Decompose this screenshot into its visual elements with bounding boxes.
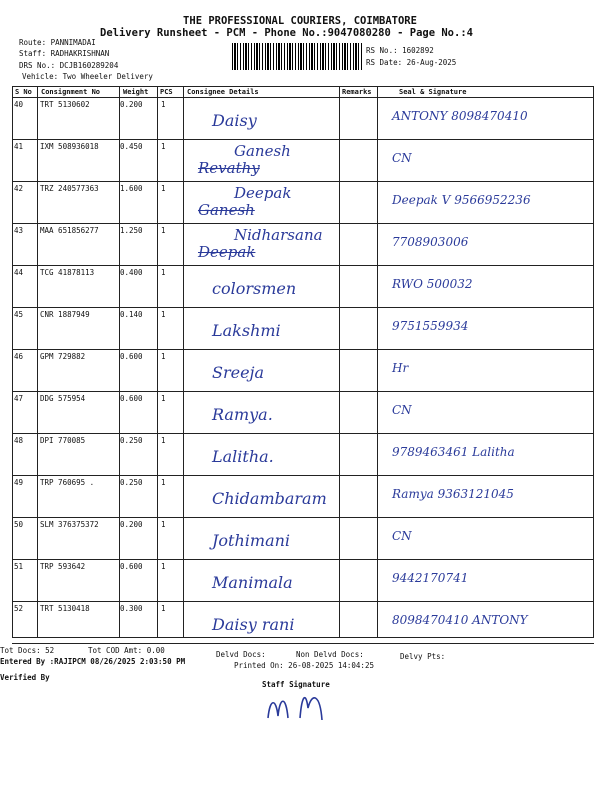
row-pcs: 1	[161, 268, 166, 277]
row-divider	[12, 433, 594, 434]
row-sno: 51	[14, 562, 24, 571]
row-pcs: 1	[161, 184, 166, 193]
row-consignment-no: GPM 729882	[40, 352, 86, 361]
row-consignment-no: SLM 376375372	[40, 520, 99, 529]
row-sno: 43	[14, 226, 24, 235]
row-pcs: 1	[161, 562, 166, 571]
verified-by: Verified By	[0, 673, 50, 682]
rs-date: RS Date: 26-Aug-2025	[366, 58, 457, 67]
row-divider	[12, 139, 594, 140]
row-divider	[12, 559, 594, 560]
row-sno: 47	[14, 394, 24, 403]
row-consignee-name: Nidharsana	[234, 226, 323, 244]
row-consignment-no: CNR 1887949	[40, 310, 90, 319]
row-consignment-no: DPI 770085	[40, 436, 86, 445]
row-weight: 1.600	[120, 184, 143, 193]
staff-signature-mark	[260, 688, 340, 728]
row-weight: 0.250	[120, 436, 143, 445]
row-signature: CN	[392, 151, 412, 165]
row-consignee-name: colorsmen	[212, 279, 297, 298]
row-divider	[12, 265, 594, 266]
col-consignee: Consignee Details	[187, 88, 259, 96]
runsheet-subtitle: Delivery Runsheet - PCM - Phone No.:9047080280 - Page No.:4	[100, 27, 473, 39]
delvy-pts: Delvy Pts:	[400, 652, 446, 661]
row-sno: 52	[14, 604, 24, 613]
row-signature: Deepak V 9566952236	[392, 193, 531, 207]
company-title: THE PROFESSIONAL COURIERS, COIMBATORE	[183, 15, 417, 27]
row-sno: 49	[14, 478, 24, 487]
row-consignee-name: Daisy rani	[212, 615, 295, 634]
runsheet-table	[12, 86, 594, 638]
tot-docs: Tot Docs: 52	[0, 646, 55, 655]
row-weight: 0.600	[120, 352, 143, 361]
row-pcs: 1	[161, 142, 166, 151]
row-struck-name: Deepak	[198, 243, 256, 261]
tot-cod: Tot COD Amt: 0.00	[88, 646, 165, 655]
row-divider	[12, 307, 594, 308]
row-weight: 0.400	[120, 268, 143, 277]
row-weight: 0.450	[120, 142, 143, 151]
delvd-docs: Delvd Docs:	[216, 650, 266, 659]
col-remarks: Remarks	[342, 88, 372, 96]
row-consignee-name: Daisy	[212, 111, 257, 130]
drs-label: DRS No.: DCJB160289204	[19, 61, 119, 70]
row-pcs: 1	[161, 436, 166, 445]
row-weight: 0.200	[120, 100, 143, 109]
row-consignment-no: DDG 575954	[40, 394, 86, 403]
row-consignee-name: Manimala	[212, 573, 293, 592]
row-divider	[12, 181, 594, 182]
row-weight: 0.200	[120, 520, 143, 529]
row-signature: CN	[392, 529, 412, 543]
row-consignee-name: Ganesh	[234, 142, 291, 160]
row-pcs: 1	[161, 226, 166, 235]
row-consignment-no: TCG 41878113	[40, 268, 95, 277]
row-divider	[12, 349, 594, 350]
row-signature: CN	[392, 403, 412, 417]
row-divider	[12, 223, 594, 224]
col-seal-signature: Seal & Signature	[399, 88, 467, 96]
row-consignment-no: TRT 5130418	[40, 604, 90, 613]
row-pcs: 1	[161, 604, 166, 613]
row-consignment-no: TRZ 240577363	[40, 184, 99, 193]
row-consignment-no: TRT 5130602	[40, 100, 90, 109]
col-weight: Weight	[123, 88, 149, 96]
row-divider	[12, 391, 594, 392]
row-weight: 0.140	[120, 310, 143, 319]
printed-on: Printed On: 26-08-2025 14:04:25	[234, 661, 374, 670]
row-divider	[12, 601, 594, 602]
row-sno: 50	[14, 520, 24, 529]
row-sno: 41	[14, 142, 24, 151]
row-signature: 7708903006	[392, 235, 469, 249]
row-struck-name: Revathy	[198, 159, 260, 177]
row-signature: RWO 500032	[392, 277, 473, 291]
entered-by: Entered By :RAJIPCM 08/26/2025 2:03:50 PM	[0, 657, 186, 666]
row-consignee-name: Deepak	[234, 184, 292, 202]
row-consignment-no: TRP 760695 .	[40, 478, 95, 487]
col-consignment: Consignment No	[41, 88, 101, 96]
row-signature: Ramya 9363121045	[392, 487, 514, 501]
row-signature: 9789463461 Lalitha	[392, 445, 515, 459]
row-weight: 1.250	[120, 226, 143, 235]
row-consignee-name: Lakshmi	[212, 321, 281, 340]
row-consignee-name: Chidambaram	[212, 489, 327, 508]
row-consignee-name: Lalitha.	[212, 447, 274, 466]
row-consignment-no: TRP 593642	[40, 562, 86, 571]
row-signature: 8098470410 ANTONY	[392, 613, 528, 627]
row-sno: 44	[14, 268, 24, 277]
rs-no: RS No.: 1602892	[366, 46, 434, 55]
row-divider	[12, 643, 594, 644]
vehicle-label: Vehicle: Two Wheeler Delivery	[22, 72, 153, 81]
row-pcs: 1	[161, 310, 166, 319]
row-pcs: 1	[161, 478, 166, 487]
row-sno: 48	[14, 436, 24, 445]
row-weight: 0.600	[120, 562, 143, 571]
row-signature: 9442170741	[392, 571, 469, 585]
row-consignment-no: MAA 651856277	[40, 226, 99, 235]
row-sno: 40	[14, 100, 24, 109]
staff-label: Staff: RADHAKRISHNAN	[19, 49, 110, 58]
row-weight: 0.300	[120, 604, 143, 613]
row-consignment-no: IXM 508936018	[40, 142, 99, 151]
col-sno: S No	[15, 88, 32, 96]
col-pcs: PCS	[160, 88, 173, 96]
row-pcs: 1	[161, 352, 166, 361]
row-sno: 46	[14, 352, 24, 361]
row-consignee-name: Sreeja	[212, 363, 265, 382]
row-pcs: 1	[161, 394, 166, 403]
row-pcs: 1	[161, 520, 166, 529]
row-struck-name: Ganesh	[198, 201, 255, 219]
route-label: Route: PANNIMADAI	[19, 38, 96, 47]
row-divider	[12, 475, 594, 476]
row-signature: ANTONY 8098470410	[392, 109, 528, 123]
row-consignee-name: Jothimani	[212, 531, 291, 550]
row-sno: 42	[14, 184, 24, 193]
row-pcs: 1	[161, 100, 166, 109]
row-divider	[12, 517, 594, 518]
row-weight: 0.600	[120, 394, 143, 403]
row-sno: 45	[14, 310, 24, 319]
row-signature: 9751559934	[392, 319, 469, 333]
barcode	[232, 43, 362, 70]
row-consignee-name: Ramya.	[212, 405, 273, 424]
non-delvd-docs: Non Delvd Docs:	[296, 650, 364, 659]
row-weight: 0.250	[120, 478, 143, 487]
row-signature: Hr	[392, 361, 409, 375]
staff-signature-label: Staff Signature	[262, 680, 330, 689]
